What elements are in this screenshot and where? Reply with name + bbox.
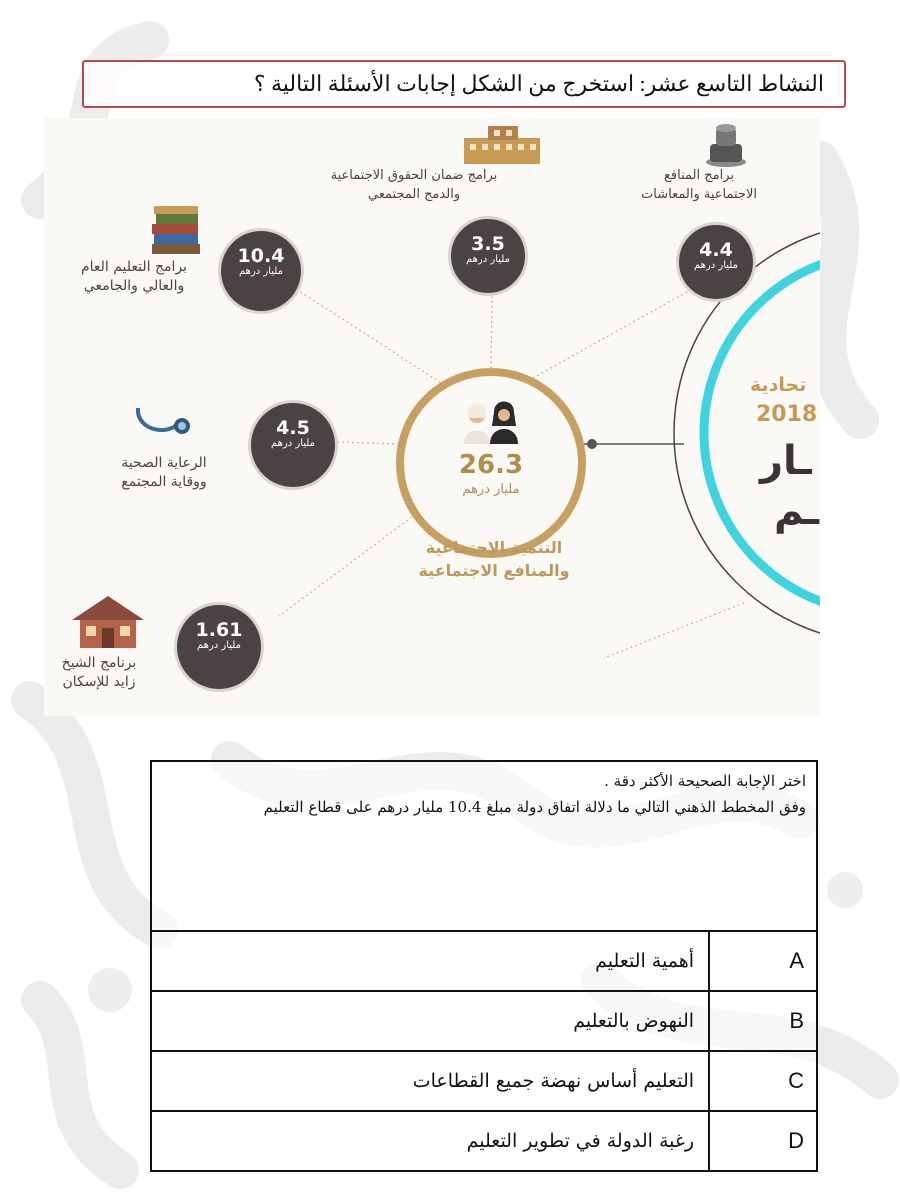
books-icon <box>148 206 204 256</box>
node-value: 3.5 <box>471 233 505 255</box>
node-rights <box>448 216 528 296</box>
center-node <box>396 368 586 558</box>
stethoscope-icon <box>132 402 196 448</box>
center-value: 26.3 <box>458 450 524 480</box>
node-unit: مليار درهم <box>239 266 283 277</box>
option-text[interactable]: النهوض بالتعليم <box>151 991 709 1051</box>
option-row-d[interactable] <box>151 1111 817 1171</box>
side-fragment-2: 2018 <box>756 402 818 427</box>
node-label-health: الرعاية الصحية ووقاية المجتمع <box>121 455 207 490</box>
side-fragment-4: ـم <box>774 488 820 534</box>
side-fragment-1: تحادية <box>750 374 807 396</box>
node-label-benefits: برامج المنافع الاجتماعية والمعاشات <box>641 168 757 202</box>
family-icon <box>460 398 522 444</box>
node-housing <box>174 602 264 692</box>
side-fragment-3: ـار <box>760 438 812 484</box>
buildings-icon <box>460 122 544 166</box>
coins-stack-icon <box>704 122 748 168</box>
activity-title: النشاط التاسع عشر: استخرج من الشكل إجابات الأسئلة التالية ؟ <box>253 71 824 96</box>
node-value: 4.4 <box>699 239 733 261</box>
node-health <box>248 400 338 490</box>
question-instruction: اختر الإجابة الصحيحة الأكثر دقة . <box>604 772 806 790</box>
question-cell <box>151 761 817 931</box>
node-value: 10.4 <box>237 245 285 267</box>
option-row-c[interactable] <box>151 1051 817 1111</box>
option-letter: A <box>709 931 817 991</box>
option-text[interactable]: رغبة الدولة في تطوير التعليم <box>151 1111 709 1171</box>
option-row-a[interactable] <box>151 931 817 991</box>
node-unit: مليار درهم <box>271 438 315 449</box>
house-icon <box>70 594 146 650</box>
option-letter: C <box>709 1051 817 1111</box>
option-row-b[interactable] <box>151 991 817 1051</box>
activity-title-box <box>82 60 846 108</box>
question-text: وفق المخطط الذهني التالي ما دلالة اتفاق دولة مبلغ 10.4 مليار درهم على قطاع التعليم <box>263 798 806 816</box>
infographic-figure <box>44 118 820 716</box>
option-text[interactable]: أهمية التعليم <box>151 931 709 991</box>
option-letter: D <box>709 1111 817 1171</box>
option-letter: B <box>709 991 817 1051</box>
node-unit: مليار درهم <box>694 260 738 271</box>
node-unit: مليار درهم <box>197 640 241 651</box>
node-value: 1.61 <box>195 619 243 641</box>
node-label-rights: برامج ضمان الحقوق الاجتماعية والدمج المجتمعي <box>330 168 498 202</box>
node-label-housing: برنامج الشيخ زايد للإسكان <box>61 655 137 690</box>
node-unit: مليار درهم <box>466 254 510 265</box>
center-unit: مليار درهم <box>462 482 520 497</box>
node-benefits <box>676 222 756 302</box>
question-table <box>150 760 818 1172</box>
node-education <box>218 228 304 314</box>
node-label-education: برامج التعليم العام والعالي والجامعي <box>80 259 188 294</box>
center-title: التنمية الاجتماعية والمنافع الاجتماعية <box>418 538 570 580</box>
node-value: 4.5 <box>276 417 310 439</box>
option-text[interactable]: التعليم أساس نهضة جميع القطاعات <box>151 1051 709 1111</box>
